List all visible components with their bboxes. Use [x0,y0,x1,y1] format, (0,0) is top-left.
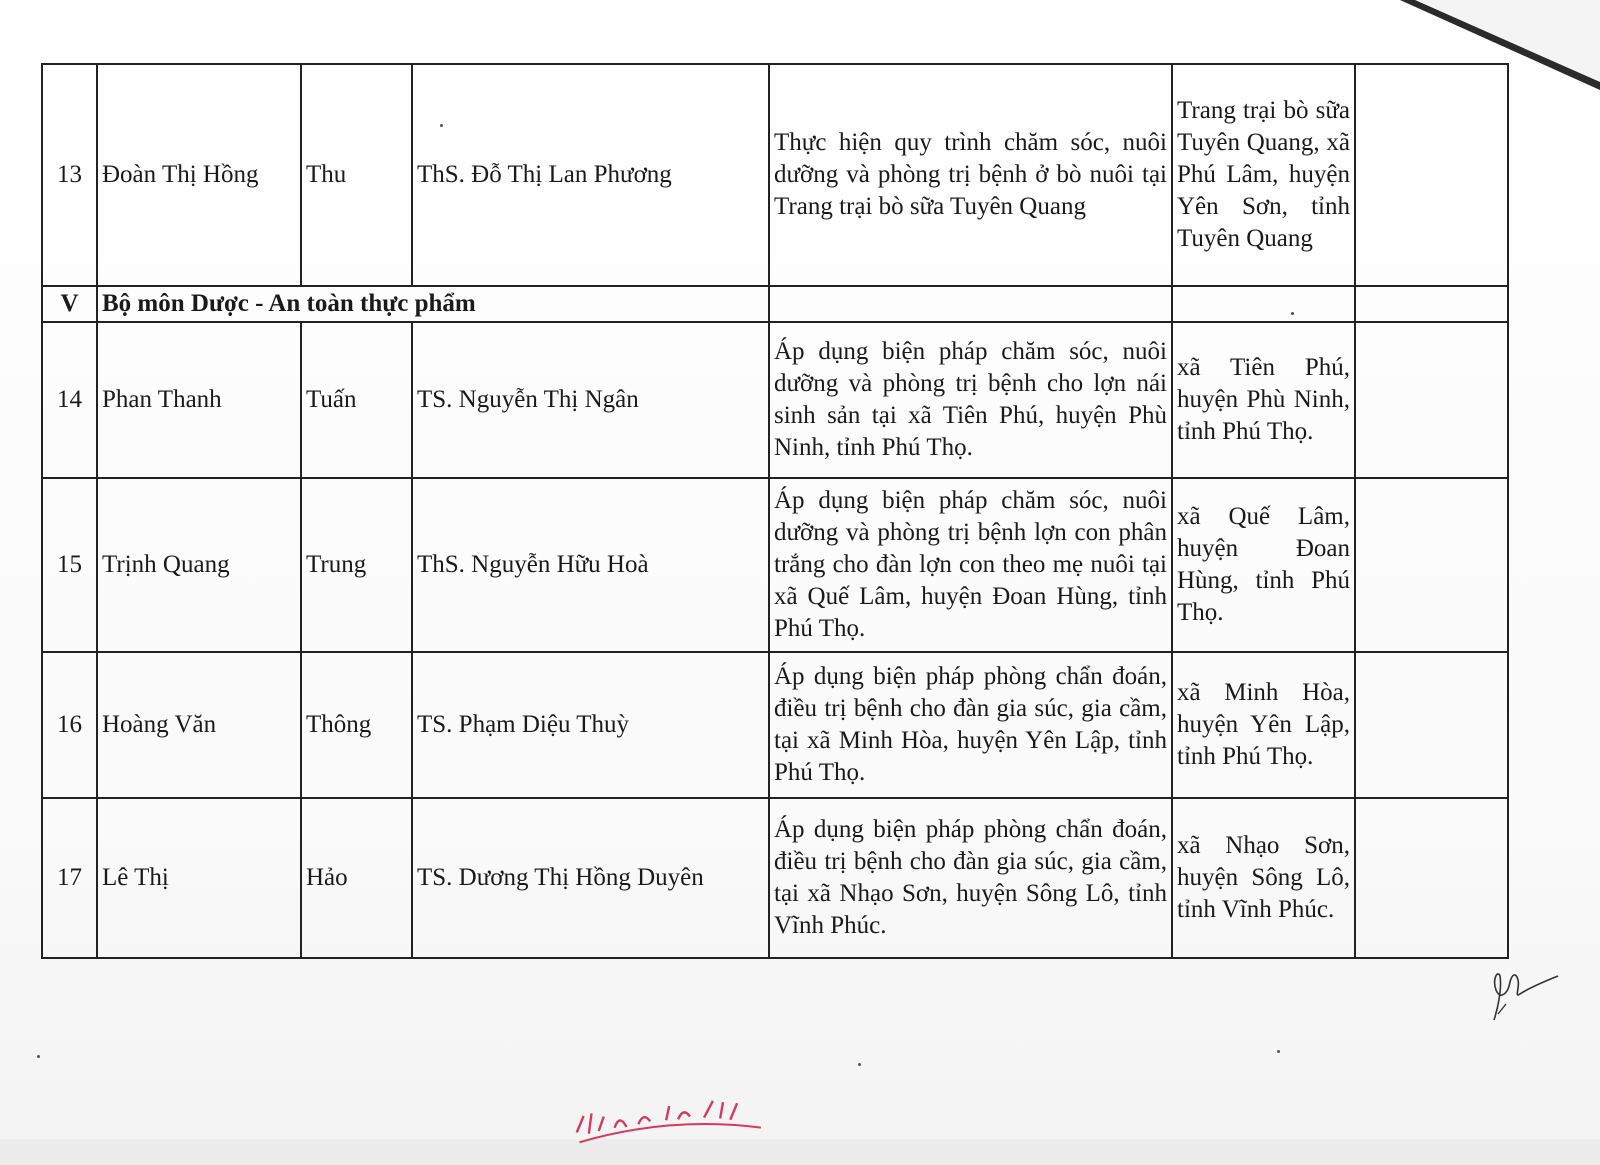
giang-vien-cell: ThS. Nguyễn Hữu Hoà [412,478,769,652]
ho-dem-cell: Trịnh Quang [97,478,301,652]
giang-vien-cell: ThS. Đỗ Thị Lan Phương [412,64,769,286]
signature-mark [1488,968,1568,1028]
ten-cell: Tuấn [301,322,412,478]
dia-diem-cell: Trang trại bò sữa Tuyên Quang, xã Phú Lâm, huyện Yên Sơn, tỉnh Tuyên Quang [1172,64,1355,286]
ghi-chu-cell [1355,478,1508,652]
ho-dem-cell: Phan Thanh [97,322,301,478]
dia-diem-cell: xã Nhạo Sơn, huyện Sông Lô, tỉnh Vĩnh Phúc. [1172,798,1355,958]
empty-cell [769,286,1172,322]
giang-vien-cell: TS. Phạm Diệu Thuỳ [412,652,769,798]
ho-dem-cell: Đoàn Thị Hồng [97,64,301,286]
table-row [42,322,1508,478]
scan-bottom-edge [0,1139,1600,1165]
ten-cell: Trung [301,478,412,652]
ten-cell: Thông [301,652,412,798]
table-row [42,798,1508,958]
section-row [42,286,1508,322]
ten-cell: Hảo [301,798,412,958]
empty-cell [1172,286,1355,322]
dia-diem-cell: xã Minh Hòa, huyện Yên Lập, tỉnh Phú Thọ. [1172,652,1355,798]
ghi-chu-cell [1355,322,1508,478]
de-tai-cell: Áp dụng biện pháp phòng chẩn đoán, điều trị bệnh cho đàn gia súc, gia cầm, tại xã Minh Hòa, huyện Yên Lập, tỉnh Phú Thọ. [769,652,1172,798]
stt-cell: 16 [42,652,97,798]
stt-cell: 14 [42,322,97,478]
speck [1291,312,1294,315]
table-row [42,652,1508,798]
ghi-chu-cell [1355,64,1508,286]
internship-assignment-table [41,63,1509,959]
speck [858,1063,861,1066]
speck [440,124,443,127]
empty-cell [1355,286,1508,322]
speck [1277,1050,1280,1053]
stt-cell: 17 [42,798,97,958]
de-tai-cell: Áp dụng biện pháp chăm sóc, nuôi dưỡng và phòng trị bệnh cho lợn nái sinh sản tại xã Tiên Phú, huyện Phù Ninh, tỉnh Phú Thọ. [769,322,1172,478]
ghi-chu-cell [1355,652,1508,798]
dia-diem-cell: xã Quế Lâm, huyện Đoan Hùng, tỉnh Phú Thọ. [1172,478,1355,652]
stt-cell: 15 [42,478,97,652]
de-tai-cell: Áp dụng biện pháp phòng chẩn đoán, điều trị bệnh cho đàn gia súc, gia cầm, tại xã Nhạo Sơn, huyện Sông Lô, tỉnh Vĩnh Phúc. [769,798,1172,958]
section-title: Bộ môn Dược - An toàn thực phẩm [97,286,769,322]
ho-dem-cell: Lê Thị [97,798,301,958]
giang-vien-cell: TS. Nguyễn Thị Ngân [412,322,769,478]
stt-cell: 13 [42,64,97,286]
dia-diem-cell: xã Tiên Phú, huyện Phù Ninh, tỉnh Phú Thọ. [1172,322,1355,478]
ghi-chu-cell [1355,798,1508,958]
de-tai-cell: Áp dụng biện pháp chăm sóc, nuôi dưỡng và phòng trị bệnh lợn con phân trắng cho đàn lợn con theo mẹ nuôi tại xã Quế Lâm, huyện Đoan Hùng, tỉnh Phú Thọ. [769,478,1172,652]
table-row [42,64,1508,286]
de-tai-cell: Thực hiện quy trình chăm sóc, nuôi dưỡng và phòng trị bệnh ở bò nuôi tại Trang trại bò sữa Tuyên Quang [769,64,1172,286]
table-row [42,478,1508,652]
giang-vien-cell: TS. Dương Thị Hồng Duyên [412,798,769,958]
section-number: V [42,286,97,322]
ho-dem-cell: Hoàng Văn [97,652,301,798]
speck [37,1055,40,1058]
ten-cell: Thu [301,64,412,286]
